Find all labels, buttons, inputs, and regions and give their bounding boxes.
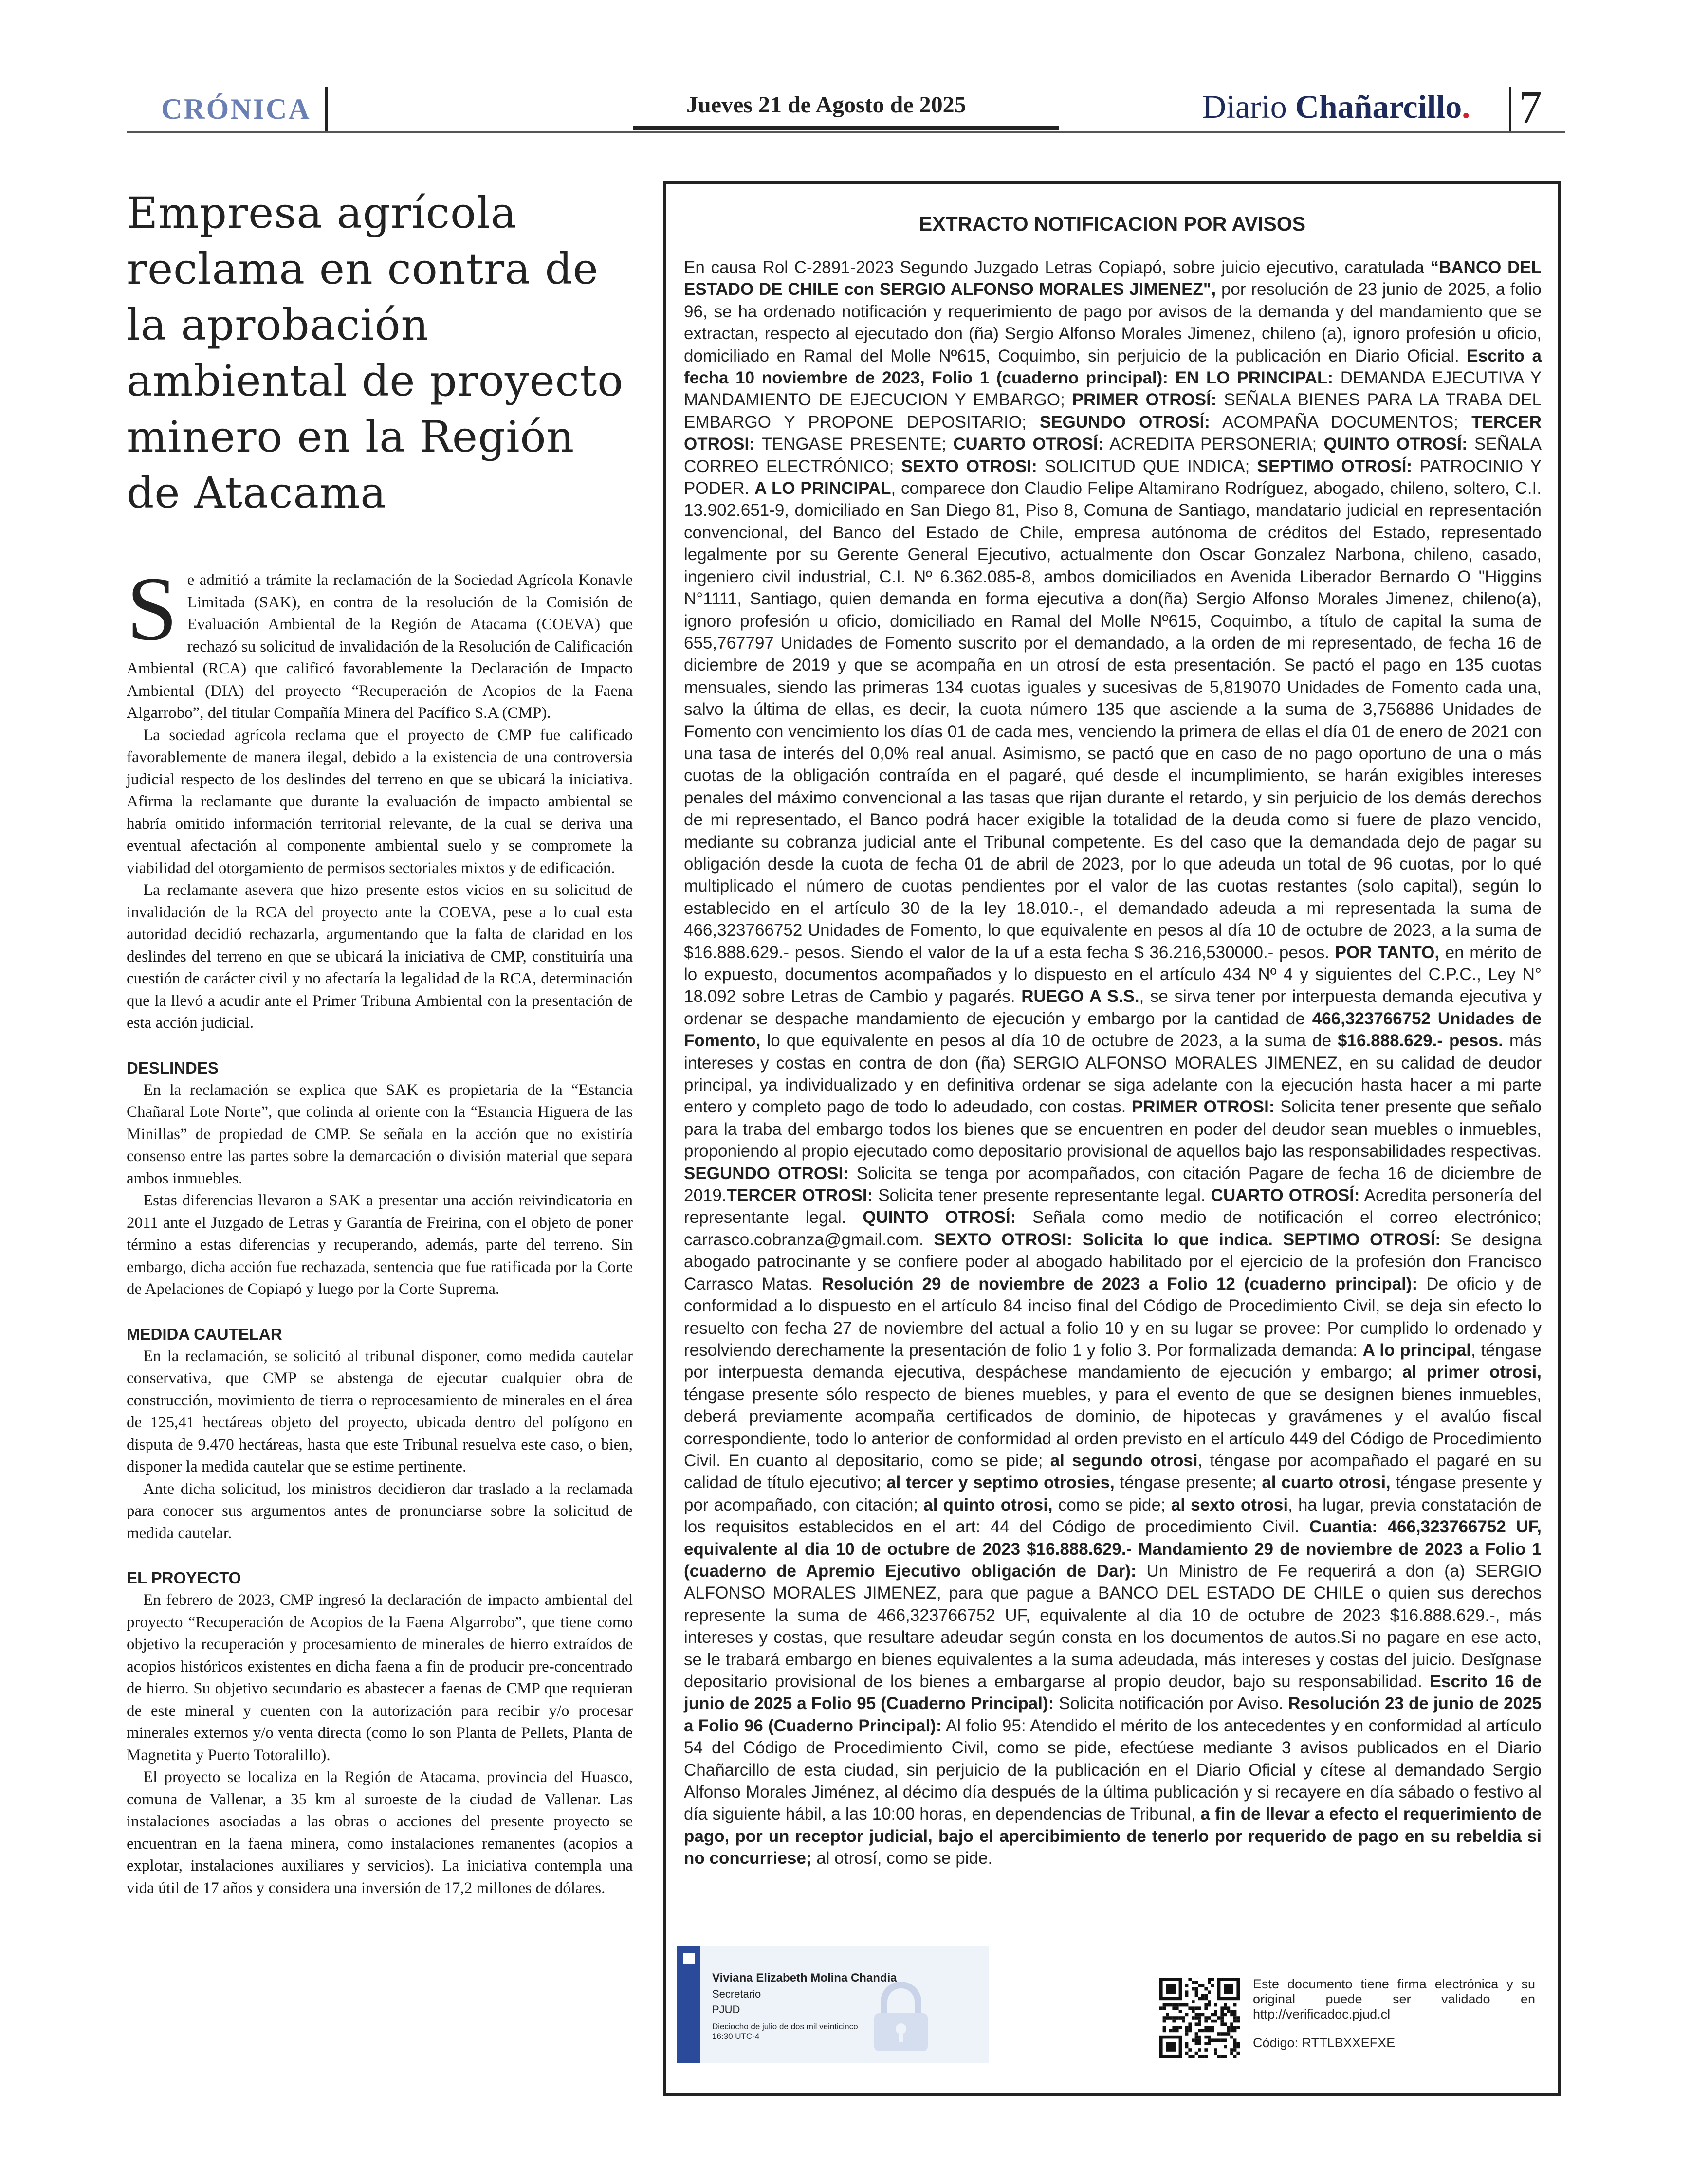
notice-bold-text: TERCER OTROSI: [726, 1186, 873, 1205]
notice-bold-text: al sexto otrosi [1171, 1495, 1288, 1514]
notice-text: De oficio y de conformidad a lo dispuesto en el artículo 84 inciso final del Código de Procedimiento Civil, se deja sin efecto lo resuelto con fecha 27 de noviembre del actual a folio 10 y en su lugar se provee: Por cumplido lo ordenado y resolviendo derechamente la presentación de folio 1 y folio 3. Por formalizada demanda: [684, 1274, 1542, 1360]
notice-bold-text: Escrito a fecha 10 noviembre de 2023, Folio 1 (cuaderno principal): EN LO PRINCIPAL: [684, 346, 1542, 388]
notice-text: PATROCINIO Y PODER. [684, 456, 1542, 498]
legal-notice-box [663, 181, 1561, 2096]
notice-text: Se designa abogado patrocinante y se confiere poder al abogado habilitado por el ejercicio de la profesión don Francisco Carrasco Matas. [684, 1230, 1542, 1293]
article-paragraph: En la reclamación se explica que SAK es propietaria de la “Estancia Chañaral Lote Norte”, que colinda al oriente con la “Estancia Higuera de las Minillas” de propiedad de CMP. Se señala en la acción que no existiría consenso entre las partes sobre la demarcación o división material que separa ambos inmuebles. [127, 1081, 633, 1187]
notice-bold-text: SEGUNDO OTROSI: [684, 1164, 849, 1183]
notice-bold-text: SEGUNDO OTROSÍ: [1039, 412, 1210, 432]
drop-cap: S [127, 558, 178, 659]
notice-bold-text: CUARTO OTROSÍ: [1211, 1186, 1360, 1205]
notice-text: DEMANDA EJECUTIVA Y MANDAMIENTO DE EJECUCION Y EMBARGO; [684, 368, 1542, 410]
header-rule [127, 131, 1565, 133]
notice-text: ACREDITA PERSONERIA; [1103, 435, 1324, 454]
notice-bold-text: Resolución 29 de noviembre de 2023 a Folio 12 (cuaderno principal): [821, 1274, 1418, 1293]
notice-text: Solicita tener presente que señalo para la traba del embargo todos los bienes que se encuentren en poder del deudor sean muebles o inmuebles, proponiendo al propio ejecutado como depositario provisional de aquellos bajo las responsabilidades respectivas. [684, 1097, 1542, 1161]
signer-role: Secretario [712, 1988, 761, 2000]
notice-text: En causa Rol C-2891-2023 Segundo Juzgado Letras Copiapó, sobre juicio ejecutivo, caratulada [684, 258, 1431, 277]
signature-stripe [677, 1946, 700, 2063]
notice-text: , téngase por acompañado el pagaré en su calidad de título ejecutivo; [684, 1451, 1542, 1492]
issue-date: Jueves 21 de Agosto de 2025 [686, 92, 966, 118]
notice-text: más intereses y costas en contra de don (ña) SERGIO ALFONSO MORALES JIMENEZ, en su calidad de deudor principal, ya individualizado y en definitiva ordenar se siga adelante con la ejecución hasta hacer a mi parte entero y completo pago de todo lo adeudado, con costas. [684, 1031, 1542, 1117]
notice-bold-text: QUINTO OTROSÍ: [1323, 435, 1468, 454]
notice-bold-text: RUEGO A S.S. [1021, 987, 1139, 1006]
notice-bold-text: PRIMER OTROSI: [1131, 1097, 1275, 1117]
notice-bold-text: al quinto otrosi, [923, 1495, 1053, 1514]
notice-text: Acredita personería del representante legal. [684, 1186, 1542, 1227]
notice-text: SEÑALA BIENES PARA LA TRABA DEL EMBARGO Y PROPONE DEPOSITARIO; [684, 390, 1542, 432]
subheading: DESLINDES [127, 1058, 219, 1077]
article-paragraph [127, 558, 633, 725]
notice-text: téngase presente sólo respecto de bienes muebles, y para el evento de que se designen bienes inmuebles, deberá previamente acompaña certificados de dominio, de hipotecas y gravámenes y el avalúo fiscal correspondiente, todo lo anterior de conformidad al orden previsto en el artículo 449 del Código de Procedimiento Civil. En cuanto al depositario, como se pide; [684, 1384, 1542, 1470]
header-divider [325, 87, 328, 131]
notice-bold-text: al tercer y septimo otrosies, [886, 1473, 1115, 1492]
subheading: MEDIDA CAUTELAR [127, 1325, 282, 1343]
subheading: EL PROYECTO [127, 1569, 241, 1587]
signature-time-line: 16:30 UTC-4 [712, 2032, 760, 2041]
notice-bold-text: TERCER OTROSI: [684, 412, 1542, 454]
notice-title: EXTRACTO NOTIFICACION POR AVISOS [918, 213, 1306, 235]
verification-code: Código: RTTLBXXEFXE [1253, 2036, 1396, 2050]
signer-name: Viviana Elizabeth Molina Chandia [712, 1971, 897, 1984]
verification-text: Este documento tiene firma electrónica y su original puede ser validado en http://verificadoc.pjud.cl [1253, 1977, 1535, 2021]
notice-text: SEÑALA CORREO ELECTRÓNICO; [684, 435, 1542, 476]
electronic-signature-box [677, 1946, 989, 2063]
section-label: CRÓNICA [161, 93, 311, 125]
notice-bold-text: Cuantia: 466,323766752 UF, equivalente al dia 10 de octubre de 2023 $16.888.629.- Mandamiento 29 de noviembre de 2023 a Folio 1 (cuaderno de Apremio Ejecutivo obligación de Dar): [684, 1517, 1542, 1581]
notice-text: , ha lugar, previa constatación de los requisitos establecidos en el art: 44 del Código de procedimiento Civil. [684, 1495, 1542, 1537]
notice-text: Solicita se tenga por acompañados, con citación Pagare de fecha 16 de diciembre de 2019. [684, 1164, 1542, 1205]
masthead [1202, 88, 1470, 126]
page-header [0, 0, 1690, 141]
notice-text: , comparece don Claudio Felipe Altamirano Rodríguez, abogado, chileno, soltero, C.I. 13.902.651-9, domiciliado en San Diego 81, Piso 8, Comuna de Santiago, mandatario judicial en representación convencional, del Banco del Estado de Chile, empresa autónoma de créditos del Estado, representado legalmente por su Gerente General Ejecutivo, actualmente don Oscar Gonzalez Narbona, chileno, casado, ingeniero civil industrial, C.I. Nº 6.362.085-8, ambos domiciliados en Avenida Liberador Bernardo O "Higgins N°1111, Santiago, quien demanda en forma ejecutiva a don(ña) Sergio Alfonso Morales Jimenez, chileno(a), ignoro profesión u oficio, domiciliado en Ramal del Molle Nº615, Coquimbo, a título de capital la suma de 655,767797 Unidades de Fomento suscrito por el demandado, a la orden de mi representado, de fecha 16 de diciembre de 2019 y que se acompaña en un otrosí de esta presentación. Se pactó el pago en 135 cuotas mensuales, siendo las primeras 134 cuotas iguales y sucesivas de 5,819070 Unidades de Fomento cada una, salvo la última de ellas, es decir, la cuota número 135 que asciende a la suma de 3,756886 Unidades de Fomento con vencimiento los días 01 de cada mes, venciendo la primera de ellas el día 01 de enero de 2021 con una tasa de interés del 0,0% real anual. Asimismo, se pactó que en caso de no pago oportuno de una o más cuotas de la obligación contraída en el pagaré, qué desde el incumplimiento, se harán exigibles intereses penales del máximo convencional a las tasas que rijan durante el retardo, y sin perjuicio de los demás derechos de mi representado, el Banco podrá hacer exigible la totalidad de la deuda como si fuere de plazo vencido, mediante su cobranza judicial ante el Tribunal competente. Es del caso que la demandada dejo de pagar su obligación desde la cuota de fecha 01 de abril de 2023, por lo que adeuda un total de 96 cuotas, por lo qué multiplicado el número de cuotas pendientes por el valor de las cuotas restantes (solo capital), según lo establecido en el artículo 30 de la ley 18.010.-, el demandado adeuda a mi representada la suma de 466,323766752 Unidades de Fomento, lo que equivalente en pesos al día 10 de octubre de 2023, a la suma de $16.888.629.- pesos. Siendo el valor de la uf a esta fecha $ 36.216,530000.- pesos. [684, 479, 1542, 962]
notice-bold-text: CUARTO OTROSÍ: [953, 435, 1104, 454]
notice-text: por resolución de 23 junio de 2025, a folio 96, se ha ordenado notificación y requerimiento de pago por avisos de la demanda y del mandamiento que se extractan, respecto al ejecutado don (ña) Sergio Alfonso Morales Jimenez, chileno (a), ignoro profesión u oficio, domiciliado en Ramal del Molle Nº615, Coquimbo, sin perjuicio de la publicación en Diario Oficial. [684, 280, 1542, 365]
notice-text: Solicita notificación por Aviso. [1054, 1694, 1288, 1713]
masthead-bold: Chañarcillo [1295, 88, 1462, 125]
signer-org: PJUD [712, 2003, 740, 2016]
notice-bold-text: Resolución 23 de junio de 2025 a Folio 96 (Cuaderno Principal): [684, 1694, 1542, 1735]
notice-bold-text: “BANCO DEL ESTADO DE CHILE con SERGIO ALFONSO MORALES JIMENEZ", [684, 258, 1542, 299]
notice-body [684, 256, 1542, 1870]
notice-bold-text: SEXTO OTROSI: Solicita lo que indica. SEPTIMO OTROSÍ: [934, 1230, 1441, 1249]
article [127, 185, 633, 1899]
notice-text: al otrosí, como se pide. [811, 1849, 993, 1868]
notice-text: TENGASE PRESENTE; [754, 435, 954, 454]
notice-bold-text: 466,323766752 Unidades de Fomento, [684, 1009, 1542, 1051]
notice-text: SOLICITUD QUE INDICA; [1037, 456, 1257, 476]
notice-bold-text: A LO PRINCIPAL [754, 479, 891, 498]
qr-code-icon [1159, 1978, 1240, 2058]
masthead-light: Diario [1202, 88, 1295, 125]
article-paragraph: Ante dicha solicitud, los ministros decidieron dar traslado a la reclamada para conocer sus argumentos antes de pronunciarse sobre la solicitud de medida cautelar. [127, 1480, 633, 1542]
notice-text: como se pide; [1052, 1495, 1171, 1514]
notice-bold-text: PRIMER OTROSÍ: [1072, 390, 1217, 410]
notice-text: , téngase por interpuesta demanda ejecutiva, despáchese mandamiento de ejecución y embargo; [684, 1340, 1542, 1382]
signature-date [712, 2022, 897, 2041]
article-paragraph: La reclamante asevera que hizo presente estos vicios en su solicitud de invalidación de la RCA del proyecto ante la COEVA, pese a lo cual esta autoridad decidió rechazarla, argumentando que la falta de claridad en los deslindes del terreno en que se ubicará la iniciativa de CMP, constituiría una cuestión de carácter civil y no afectaría la legalidad de la RCA, determinación que la llevó a acudir ante el Primer Tribuna Ambiental con la presentación de esta acción judicial. [127, 881, 633, 1032]
page-number-divider [1509, 87, 1511, 131]
article-paragraph: En la reclamación, se solicitó al tribunal disponer, como medida cautelar conservativa, que CMP se abstenga de ejecutar cualquier obra de construcción, movimiento de tierra o reprocesamiento de minerales en el área de 125,41 hectáreas objeto del proyecto, ubicada dentro del polígono en disputa de 9.470 hectáreas, hasta que este Tribunal resuelva este caso, o bien, disponer la medida cautelar que se estime pertinente. [127, 1347, 633, 1475]
notice-bold-text: QUINTO OTROSÍ: [863, 1208, 1016, 1227]
signature-date-line: Dieciocho de julio de dos mil veinticinco [712, 2022, 858, 2031]
notice-bold-text: al cuarto otrosi, [1262, 1473, 1391, 1492]
article-paragraph: El proyecto se localiza en la Región de Atacama, provincia del Huasco, comuna de Vallenar, a 35 km al suroeste de la ciudad de Vallenar. Las instalaciones asociadas a las obras o acciones del presente proyecto se encuentran en la faena minera, como instalaciones remanentes (acopios a explotar, instalaciones auxiliares y servicios). La iniciativa contempla una vida útil de 17 años y considera una inversión de 17,2 millones de dólares. [127, 1768, 633, 1897]
article-paragraph: En febrero de 2023, CMP ingresó la declaración de impacto ambiental del proyecto “Recuperación de Acopios de la Faena Algarrobo”, que tiene como objetivo la recuperación y procesamiento de minerales de hierro extraídos de acopios históricos existentes en dicha faena a fin de producir pre-concentrado de hierro. Su objetivo secundario es abastecer a faenas de CMP que requieran de este mineral y cuenten con la autorización para recibir y/o procesar minerales externos y/o venta directa (como lo son Planta de Pellets, Planta de Magnetita y Puerto Totoralillo). [127, 1591, 633, 1764]
notice-text: Al folio 95: Atendido el mérito de los antecedentes y en conformidad al artículo 54 del Código de Procedimiento Civil, como se pide, efectúese mediante 3 avisos publicados en el Diario Chañarcillo de esta ciudad, sin perjuicio de la publicación en el Diario Oficial y cítese al demandado Sergio Alfonso Morales Jiménez, al décimo día después de la última publicación y si recayere en día sábado o festivo al día siguiente hábil, a las 10:00 horas, en dependencias de Tribunal, [684, 1716, 1542, 1824]
notice-text: Un Ministro de Fe requerirá a don (a) SERGIO ALFONSO MORALES JIMENEZ, para que pague a BANCO DEL ESTADO DE CHILE o quien sus derechos represente la suma de 466,323766752 UF, equivalente al dia 10 de octubre de 2023 $16.888.629.-, más intereses y costas, que resultare adeudar según consta en los documentos de autos.Si no pagare en ese acto, se le trabará embargo en bienes equivalentes a la suma adeudada, más intereses y costas del juicio. Desǐgnase depositario provisional de los bienes a embargarse al propio deudor, bajo su responsabilidad. [684, 1561, 1542, 1691]
notice-text: Señala como medio de notificación el correo electrónico; carrasco.cobranza@gmail.com. [684, 1208, 1542, 1249]
notice-text: en mérito de lo expuesto, documentos acompañados y lo dispuesto en el artículo 434 Nº 4 y siguientes del C.P.C., Ley N° 18.092 sobre Letras de Cambio y pagarés. [684, 943, 1542, 1006]
article-paragraph-text: e admitió a trámite la reclamación de la Sociedad Agrícola Konavle Limitada (SAK), en contra de la resolución de la Comisión de Evaluación Ambiental de la Región de Atacama (COEVA) que rechazó su solicitud de invalidación de la Resolución de Calificación Ambiental (RCA) que calificó favorablemente la Declaración de Impacto Ambiental (DIA) del proyecto “Recuperación de Acopios de la Faena Algarrobo”, del titular Compañía Minera del Pacífico S.A (CMP). [127, 571, 633, 722]
notice-bold-text: $16.888.629.- pesos. [1338, 1031, 1503, 1051]
notice-text: , se sirva tener por interpuesta demanda ejecutiva y ordenar se despache mandamiento de ejecución y embargo por la cantidad de [684, 987, 1542, 1028]
notice-text: ACOMPAÑA DOCUMENTOS; [1210, 412, 1472, 432]
masthead-dot: . [1462, 88, 1470, 125]
notice-bold-text: al primer otrosi, [1402, 1363, 1542, 1382]
notice-text: lo que equivalente en pesos al día 10 de octubre de 2023, a la suma de [760, 1031, 1338, 1051]
notice-bold-text: a fin de llevar a efecto el requerimiento de pago, por un receptor judicial, bajo el apercibimiento de tenerlo por requerido de pago en su rebeldia si no concurriese; [684, 1804, 1542, 1868]
article-body [127, 558, 633, 1899]
article-paragraph: Estas diferencias llevaron a SAK a presentar una acción reivindicatoria en 2011 ante el Juzgado de Letras y Garantía de Freirina, con el objeto de poner término a estas diferencias y recuperando, además, parte del terreno. Sin embargo, dicha acción fue rechazada, sentencia que fue ratificada por la Corte de Apelaciones de Copiapó y luego por la Corte Suprema. [127, 1192, 633, 1298]
notice-text: téngase presente y por acompañado, con citación; [684, 1473, 1542, 1514]
article-headline: Empresa agrícola reclama en contra de la aprobación ambiental de proyecto minero en la Región de Atacama [127, 188, 624, 518]
signature-details [712, 1971, 897, 2041]
pjud-logo-icon [683, 1953, 695, 1964]
notice-bold-text: POR TANTO, [1335, 943, 1440, 962]
notice-text: téngase presente; [1114, 1473, 1262, 1492]
date-underline [633, 126, 1059, 130]
notice-bold-text: A lo principal [1362, 1340, 1471, 1360]
notice-bold-text: al segundo otrosi [1050, 1451, 1198, 1470]
page-number: 7 [1519, 81, 1542, 133]
notice-bold-text: SEXTO OTROSI: [901, 456, 1037, 476]
notice-text: Solicita tener presente representante legal. [873, 1186, 1211, 1205]
notice-bold-text: Escrito 16 de junio de 2025 a Folio 95 (Cuaderno Principal): [684, 1672, 1542, 1713]
verification-info [1253, 1977, 1535, 2051]
notice-bold-text: SEPTIMO OTROSÍ: [1257, 456, 1413, 476]
article-paragraph: La sociedad agrícola reclama que el proyecto de CMP fue calificado favorablemente de manera ilegal, debido a la existencia de una controversia judicial respecto de los deslindes del terreno en que se ubicará la iniciativa. Afirma la reclamante que durante la evaluación de impacto ambiental se habría omitido información territorial relevante, de la cual se deriva una eventual afectación al componente ambiental suelo y se compromete la viabilidad del otorgamiento de permisos sectoriales mixtos y de edificación. [127, 726, 633, 877]
